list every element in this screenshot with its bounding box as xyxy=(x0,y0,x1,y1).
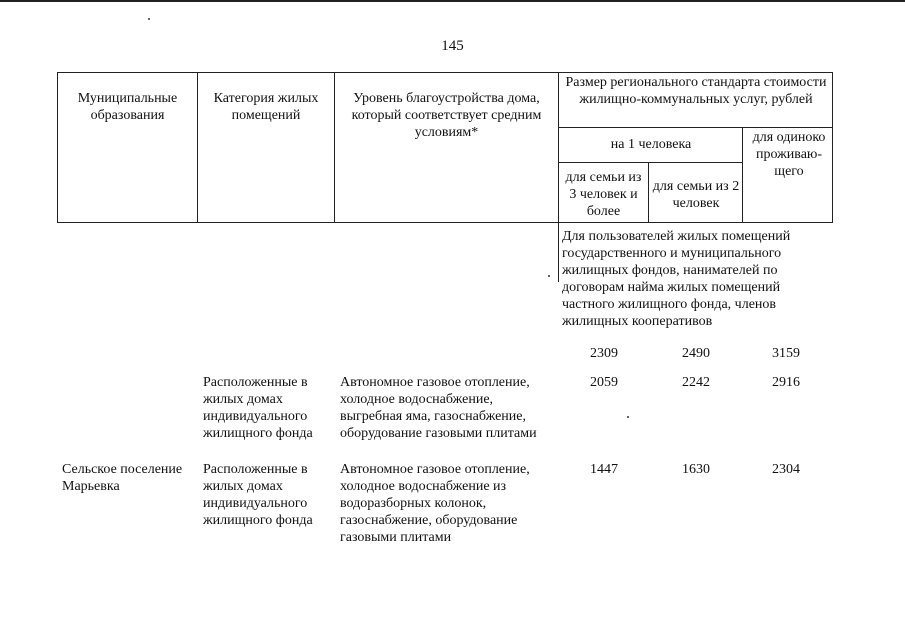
scan-top-border xyxy=(0,0,905,2)
column-divider xyxy=(558,72,559,282)
table-left-border xyxy=(57,72,58,223)
value-family-3plus: 1447 xyxy=(590,462,618,477)
per-person-divider xyxy=(558,162,743,163)
header-family-3plus: для семьи из 3 человек и более xyxy=(565,170,642,219)
header-family-2: для семьи из 2 человек xyxy=(652,179,740,211)
value-family-3plus: 2059 xyxy=(590,375,618,390)
subheader-divider xyxy=(558,127,833,128)
scan-speck xyxy=(627,416,629,418)
value-family-2: 2242 xyxy=(682,375,710,390)
column-divider xyxy=(742,127,743,223)
value-single: 3159 xyxy=(772,346,800,361)
header-per-person: на 1 человека xyxy=(610,137,692,152)
column-divider xyxy=(648,162,649,223)
header-municipality: Муниципальные образования xyxy=(77,91,178,123)
value-single: 2916 xyxy=(772,375,800,390)
value-single: 2304 xyxy=(772,462,800,477)
section-note: Для пользователей жилых помещений государственного и муниципального жилищных фондов, нанимателей по договорам найма жилых помещений частного жилищного фонда, членов жилищных кооперативов xyxy=(562,229,791,329)
value-family-3plus: 2309 xyxy=(590,346,618,361)
value-family-2: 2490 xyxy=(682,346,710,361)
scan-speck xyxy=(548,275,550,277)
row-category: Расположенные в жилых домах индивидуального жилищного фонда xyxy=(203,462,313,528)
row-amenity: Автономное газовое отопление, холодное водоснабжение, выгребная яма, газоснабжение, оборудование газовыми плитами xyxy=(340,375,537,441)
header-category: Категория жилых помещений xyxy=(213,91,319,123)
column-divider xyxy=(334,72,335,223)
header-amenity-level: Уровень благоустройства дома, который соответствует средним условиям* xyxy=(351,91,542,140)
page-number: 145 xyxy=(441,38,464,54)
table-top-border xyxy=(57,72,833,73)
column-divider xyxy=(197,72,198,223)
scan-speck xyxy=(148,18,150,20)
table-right-border xyxy=(832,72,833,223)
value-family-2: 1630 xyxy=(682,462,710,477)
row-category: Расположенные в жилых домах индивидуального жилищного фонда xyxy=(203,375,313,441)
header-single: для одиноко проживаю-щего xyxy=(752,130,826,179)
header-standard-title: Размер регионального стандарта стоимости жилищно-коммунальных услуг, рублей xyxy=(565,75,827,107)
row-municipality: Сельское поселение Марьевка xyxy=(62,462,183,494)
table-header-bottom-border xyxy=(57,222,833,223)
row-amenity: Автономное газовое отопление, холодное водоснабжение из водоразборных колонок, газоснабжение, оборудование газовыми плитами xyxy=(340,462,530,545)
